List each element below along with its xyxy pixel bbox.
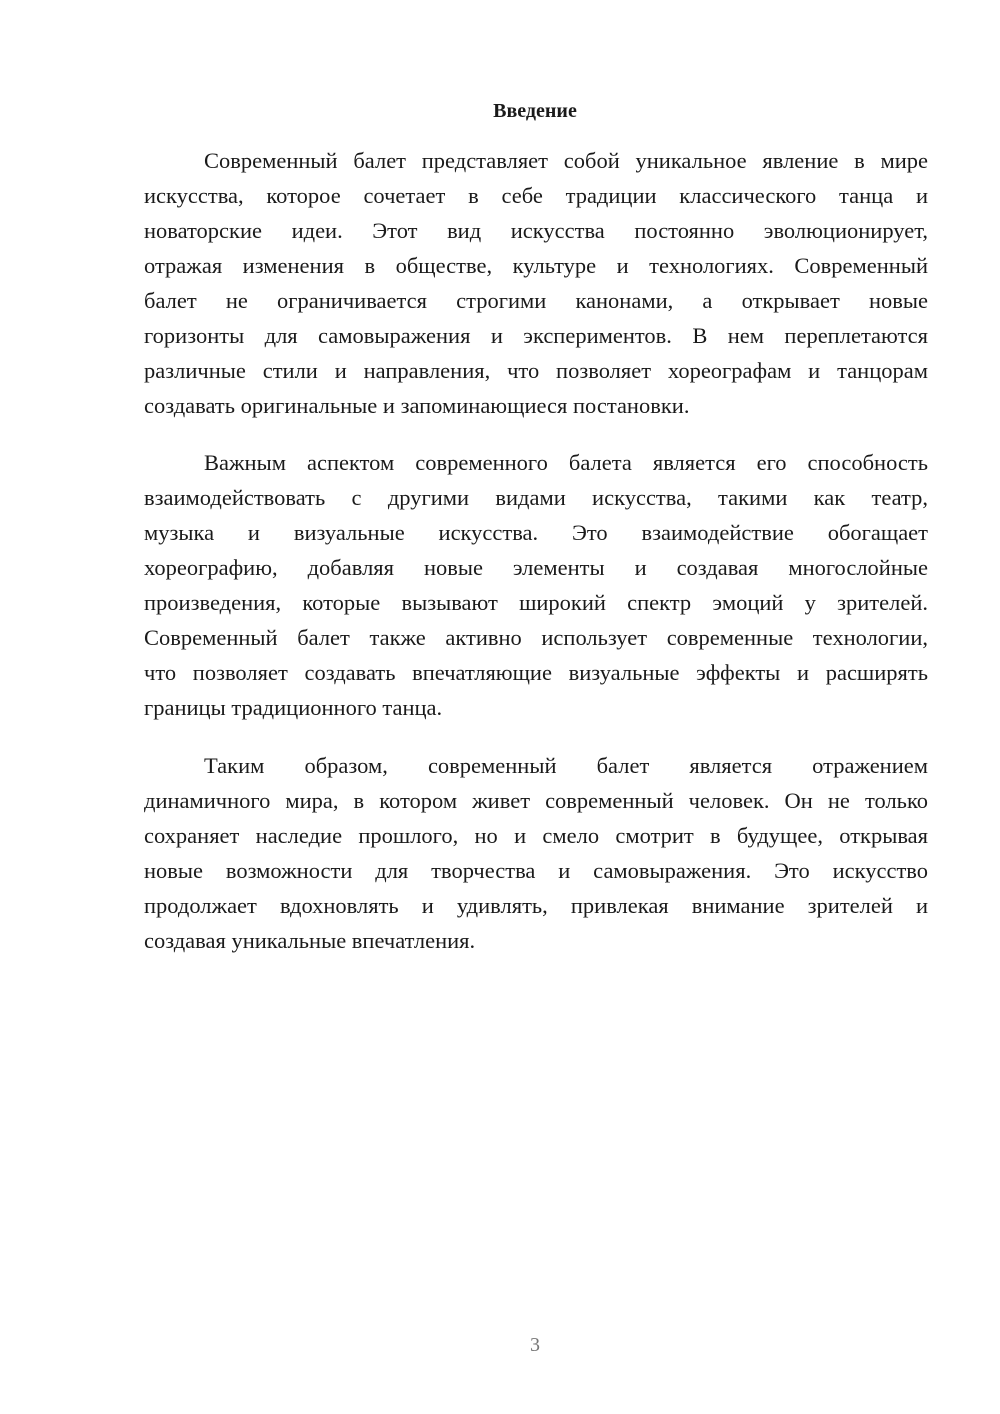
paragraph-line: произведения, которые вызывают широкий спектр эмоций у зрителей.	[144, 590, 928, 615]
paragraph-line: балет не ограничивается строгими канонами, а открывает новые	[144, 288, 928, 313]
paragraph-line: отражая изменения в обществе, культуре и технологиях. Современный	[144, 253, 928, 278]
paragraph-line: горизонты для самовыражения и экспериментов. В нем переплетаются	[144, 323, 928, 348]
paragraph-line: Таким образом, современный балет является отражением	[204, 753, 928, 778]
page-number: 3	[530, 1334, 540, 1356]
paragraph-line: Важным аспектом современного балета является его способность	[204, 450, 928, 475]
paragraph-line: новаторские идеи. Этот вид искусства постоянно эволюционирует,	[144, 218, 928, 243]
paragraph-line: хореографию, добавляя новые элементы и создавая многослойные	[144, 555, 928, 580]
paragraph-1	[144, 143, 928, 423]
section-title: Введение	[493, 100, 577, 122]
paragraph-line: продолжает вдохновлять и удивлять, привлекая внимание зрителей и	[144, 893, 928, 918]
paragraph-line: Современный балет представляет собой уникальное явление в мире	[204, 148, 928, 173]
paragraph-2	[144, 445, 928, 725]
paragraph-line: различные стили и направления, что позволяет хореографам и танцорам	[144, 358, 928, 383]
paragraph-line: взаимодействовать с другими видами искусства, такими как театр,	[144, 485, 928, 510]
paragraph-3	[144, 748, 928, 958]
paragraph-line: создавая уникальные впечатления.	[144, 928, 476, 953]
paragraph-line: новые возможности для творчества и самовыражения. Это искусство	[144, 858, 928, 883]
paragraph-line: музыка и визуальные искусства. Это взаимодействие обогащает	[144, 520, 928, 545]
paragraph-line: динамичного мира, в котором живет современный человек. Он не только	[144, 788, 928, 813]
paragraph-line: Современный балет также активно использует современные технологии,	[144, 625, 928, 650]
paragraph-line: создавать оригинальные и запоминающиеся постановки.	[144, 393, 690, 418]
paragraph-line: границы традиционного танца.	[144, 695, 443, 720]
paragraph-line: искусства, которое сочетает в себе традиции классического танца и	[144, 183, 928, 208]
paragraph-line: сохраняет наследие прошлого, но и смело смотрит в будущее, открывая	[144, 823, 928, 848]
paragraph-line: что позволяет создавать впечатляющие визуальные эффекты и расширять	[144, 660, 928, 685]
